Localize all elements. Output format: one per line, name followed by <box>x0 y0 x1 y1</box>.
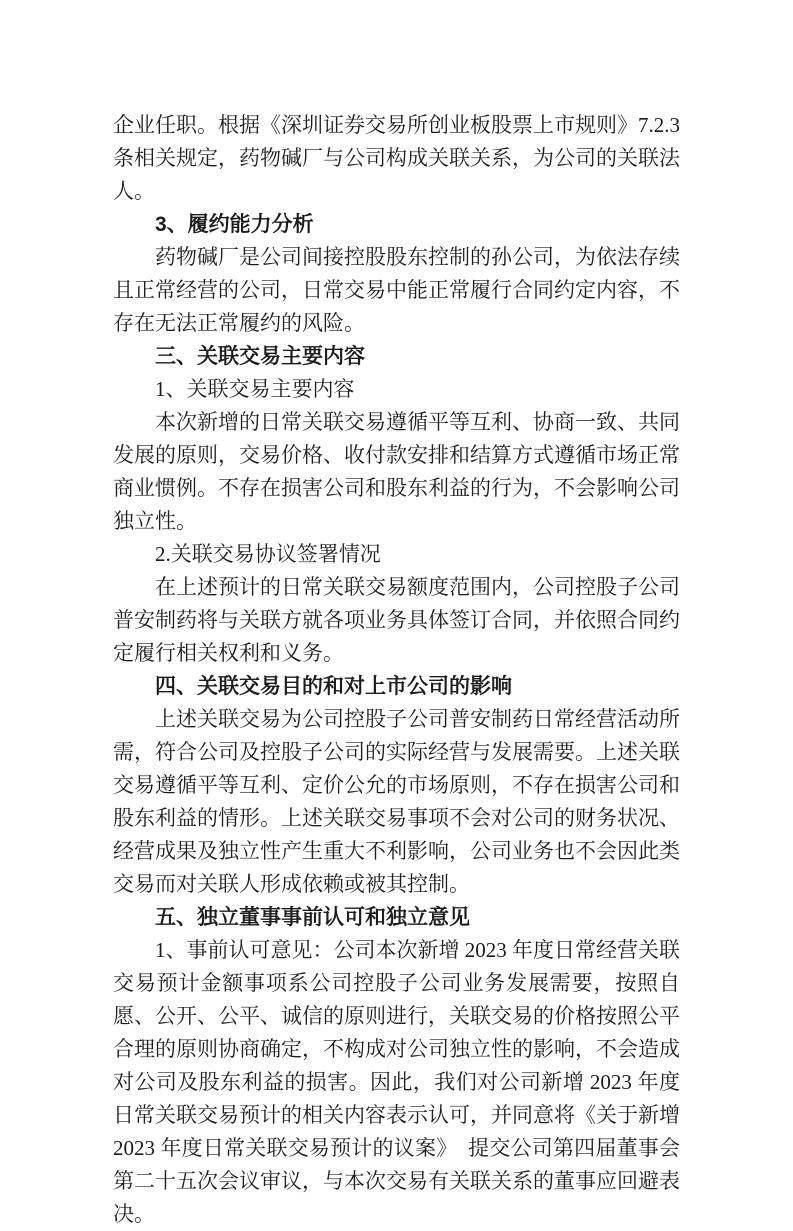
heading-performance-capability-analysis: 3、履约能力分析 <box>155 213 314 236</box>
paragraph-agreement-signing: 在上述预计的日常关联交易额度范围内，公司控股子公司普安制药将与关联方就各项业务具体签订合同，并依照合同约定履行相关权利和义务。 <box>113 575 680 665</box>
heading-related-transaction-main-content: 三、关联交易主要内容 <box>155 345 365 368</box>
subheading-agreement-signing: 2.关联交易协议签署情况 <box>155 542 381 566</box>
paragraph-continuation-listing-rules: 企业任职。根据《深圳证券交易所创业板股票上市规则》7.2.3 条相关规定，药物碱厂与公司构成关联关系，为公司的关联法人。 <box>113 113 680 203</box>
document-body <box>113 109 680 1231</box>
heading-transaction-purpose-and-impact: 四、关联交易目的和对上市公司的影响 <box>155 675 512 698</box>
paragraph-transaction-principles: 本次新增的日常关联交易遵循平等互利、协商一致、共同发展的原则，交易价格、收付款安排和结算方式遵循市场正常商业惯例。不存在损害公司和股东利益的行为，不会影响公司独立性。 <box>113 410 680 533</box>
paragraph-prior-approval-opinion: 1、事前认可意见：公司本次新增 2023 年度日常经营关联交易预计金额事项系公司控股子公司业务发展需要，按照自愿、公开、公平、诚信的原则进行，关联交易的价格按照公平合理的原则协商确定，不构成对公司独立性的影响，不会造成对公司及股东利益的损害。因此，我们对公司新增 2023 年度日常关联交易预计的相关内容表示认可，并同意将《关于新增 2023 年度日常关联交易预计的议案》 提交公司第四届董事会第二十五次会议审议，与本次交易有关联关系的董事应回避表决。 <box>113 938 680 1226</box>
paragraph-performance-capability: 药物碱厂是公司间接控股股东控制的孙公司，为依法存续且正常经营的公司，日常交易中能正常履行合同约定内容，不存在无法正常履约的风险。 <box>113 245 680 335</box>
heading-independent-directors-opinion: 五、独立董事事前认可和独立意见 <box>155 906 470 929</box>
paragraph-transaction-impact: 上述关联交易为公司控股子公司普安制药日常经营活动所需，符合公司及控股子公司的实际经营与发展需要。上述关联交易遵循平等互利、定价公允的市场原则，不存在损害公司和股东利益的情形。上述关联交易事项不会对公司的财务状况、经营成果及独立性产生重大不利影响，公司业务也不会因此类交易而对关联人形成依赖或被其控制。 <box>113 707 680 896</box>
subheading-transaction-main-content: 1、关联交易主要内容 <box>155 377 355 401</box>
